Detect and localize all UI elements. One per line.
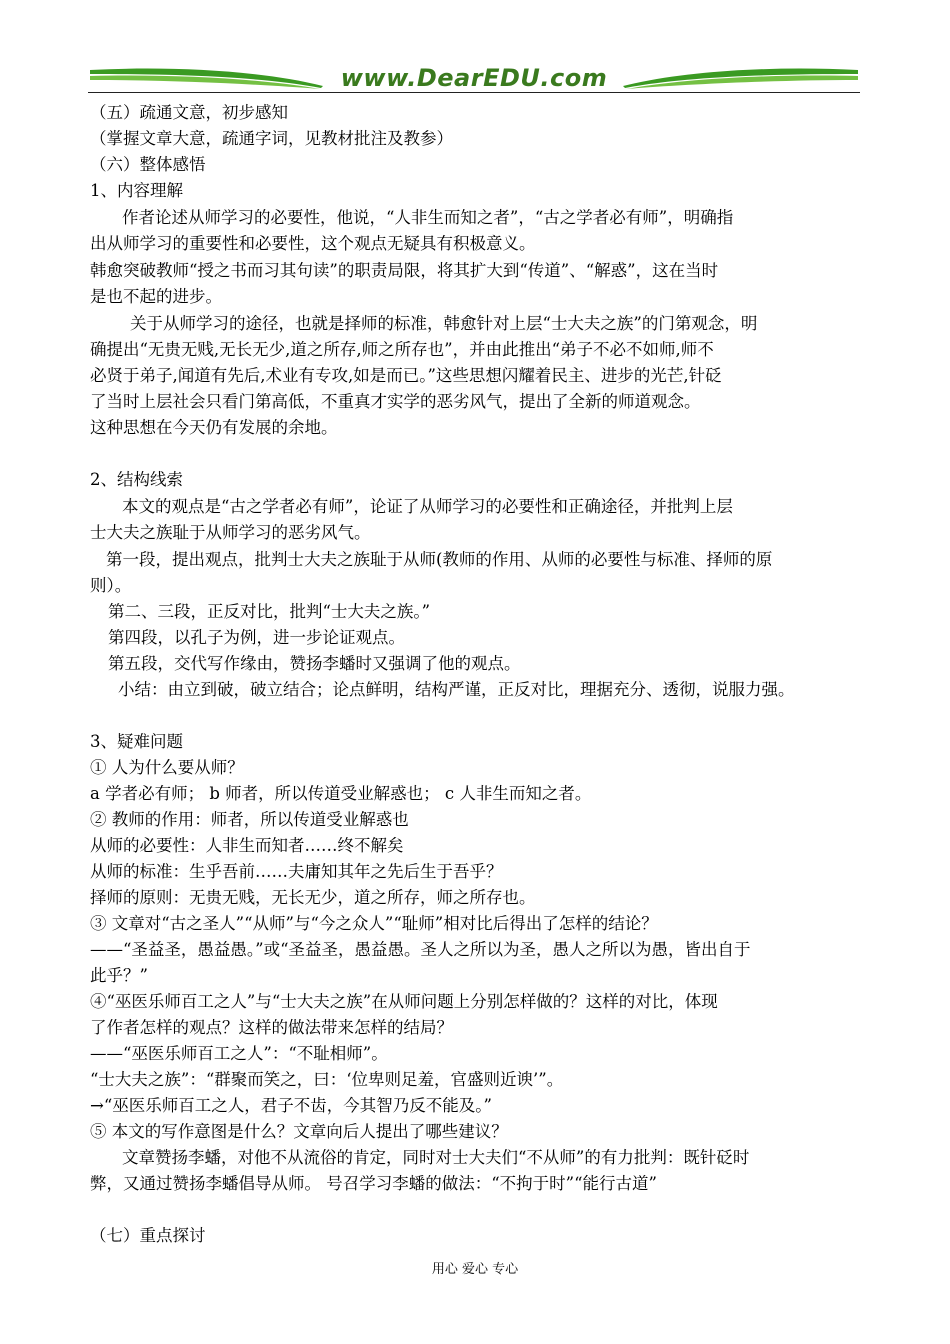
text-line: 从师的必要性：人非生而知者……终不解矣 (90, 836, 404, 855)
text-line: 3、疑难问题 (90, 732, 183, 751)
text-line: 择师的原则：无贵无贱，无长无少，道之所存，师之所存也。 (90, 888, 536, 907)
text-line: →“巫医乐师百工之人，君子不齿，今其智乃反不能及。” (90, 1096, 492, 1115)
text-line: 确提出“无贵无贱,无长无少,道之所存,师之所存也”，并由此推出“弟子不必不如师,师不 (90, 340, 714, 359)
text-line: 小结：由立到破，破立结合；论点鲜明，结构严谨，正反对比，理据充分、透彻，说服力强。 (118, 680, 795, 699)
text-line: ③ 文章对“古之圣人”“从师”与“今之众人”“耻师”相对比后得出了怎样的结论？ (90, 914, 658, 933)
text-line: 韩愈突破教师“授之书而习其句读”的职责局限，将其扩大到“传道”、“解惑”，这在当时 (90, 261, 719, 280)
text-line: （五）疏通文意，初步感知 (90, 103, 288, 122)
text-line: 必贤于弟子,闻道有先后,术业有专攻,如是而已。”这些思想闪耀着民主、进步的光芒,针砭 (90, 366, 722, 385)
text-line: 弊，又通过赞扬李蟠倡导从师。 号召学习李蟠的做法：“不拘于时”“能行古道” (90, 1174, 657, 1193)
text-line: （七）重点探讨 (90, 1226, 206, 1245)
text-line: 则）。 (90, 576, 132, 595)
text-line: 2、结构线索 (90, 470, 183, 489)
text-line: “士大夫之族”：“群聚而笑之，曰：‘位卑则足羞，官盛则近谀’”。 (90, 1070, 564, 1089)
text-line: ⑤ 本文的写作意图是什么？文章向后人提出了哪些建议？ (90, 1122, 508, 1141)
text-line: 第二、三段，正反对比，批判“士大夫之族。” (108, 602, 431, 621)
text-line: 本文的观点是“古之学者必有师”，论证了从师学习的必要性和正确途径，并批判上层 (122, 497, 733, 516)
text-line: ① 人为什么要从师？ (90, 758, 244, 777)
page-footer: 用心 爱心 专心 (431, 1262, 519, 1277)
text-line: 作者论述从师学习的必要性，他说，“人非生而知之者”，“古之学者必有师”，明确指 (122, 208, 734, 227)
text-line: 1、内容理解 (90, 181, 183, 200)
text-line: 关于从师学习的途径，也就是择师的标准，韩愈针对上层“士大夫之族”的门第观念，明 (130, 314, 758, 333)
text-line: 从师的标准：生乎吾前……夫庸知其年之先后生于吾乎？ (90, 862, 503, 881)
text-line: 此乎？” (90, 966, 148, 985)
text-line: （六）整体感悟 (90, 155, 206, 174)
header-divider (88, 92, 860, 93)
text-line: 文章赞扬李蟠，对他不从流俗的肯定，同时对士大夫们“不从师”的有力批判：既针砭时 (122, 1148, 750, 1167)
text-line: 第五段，交代写作缘由，赞扬李蟠时又强调了他的观点。 (108, 654, 521, 673)
text-line: 出从师学习的重要性和必要性，这个观点无疑具有积极意义。 (90, 234, 536, 253)
text-line: 是也不起的进步。 (90, 287, 222, 306)
site-header (88, 62, 860, 94)
text-line: ② 教师的作用：师者，所以传道受业解惑也 (90, 810, 409, 829)
brand-logo[interactable]: www.DearEDU.com (340, 64, 608, 92)
text-line: 这种思想在今天仍有发展的余地。 (90, 418, 338, 437)
text-line: ④“巫医乐师百工之人”与“士大夫之族”在从师问题上分别怎样做的？这样的对比，体现 (90, 992, 718, 1011)
text-line: 士大夫之族耻于从师学习的恶劣风气。 (90, 523, 371, 542)
text-line: 了当时上层社会只看门第高低，不重真才实学的恶劣风气，提出了全新的师道观念。 (90, 392, 701, 411)
text-line: 第四段，以孔子为例，进一步论证观点。 (108, 628, 405, 647)
text-line: ——“圣益圣，愚益愚。”或“圣益圣，愚益愚。圣人之所以为圣，愚人之所以为愚，皆出自于 (90, 940, 751, 959)
text-line: ——“巫医乐师百工之人”：“不耻相师”。 (90, 1044, 388, 1063)
text-line: 了作者怎样的观点？这样的做法带来怎样的结局？ (90, 1018, 453, 1037)
text-line: 第一段，提出观点，批判士大夫之族耻于从师(教师的作用、从师的必要性与标准、择师的原 (106, 550, 773, 569)
text-line: a 学者必有师； b 师者，所以传道受业解惑也； c 人非生而知之者。 (90, 784, 592, 803)
text-line: （掌握文章大意，疏通字词，见教材批注及教参） (90, 129, 453, 148)
